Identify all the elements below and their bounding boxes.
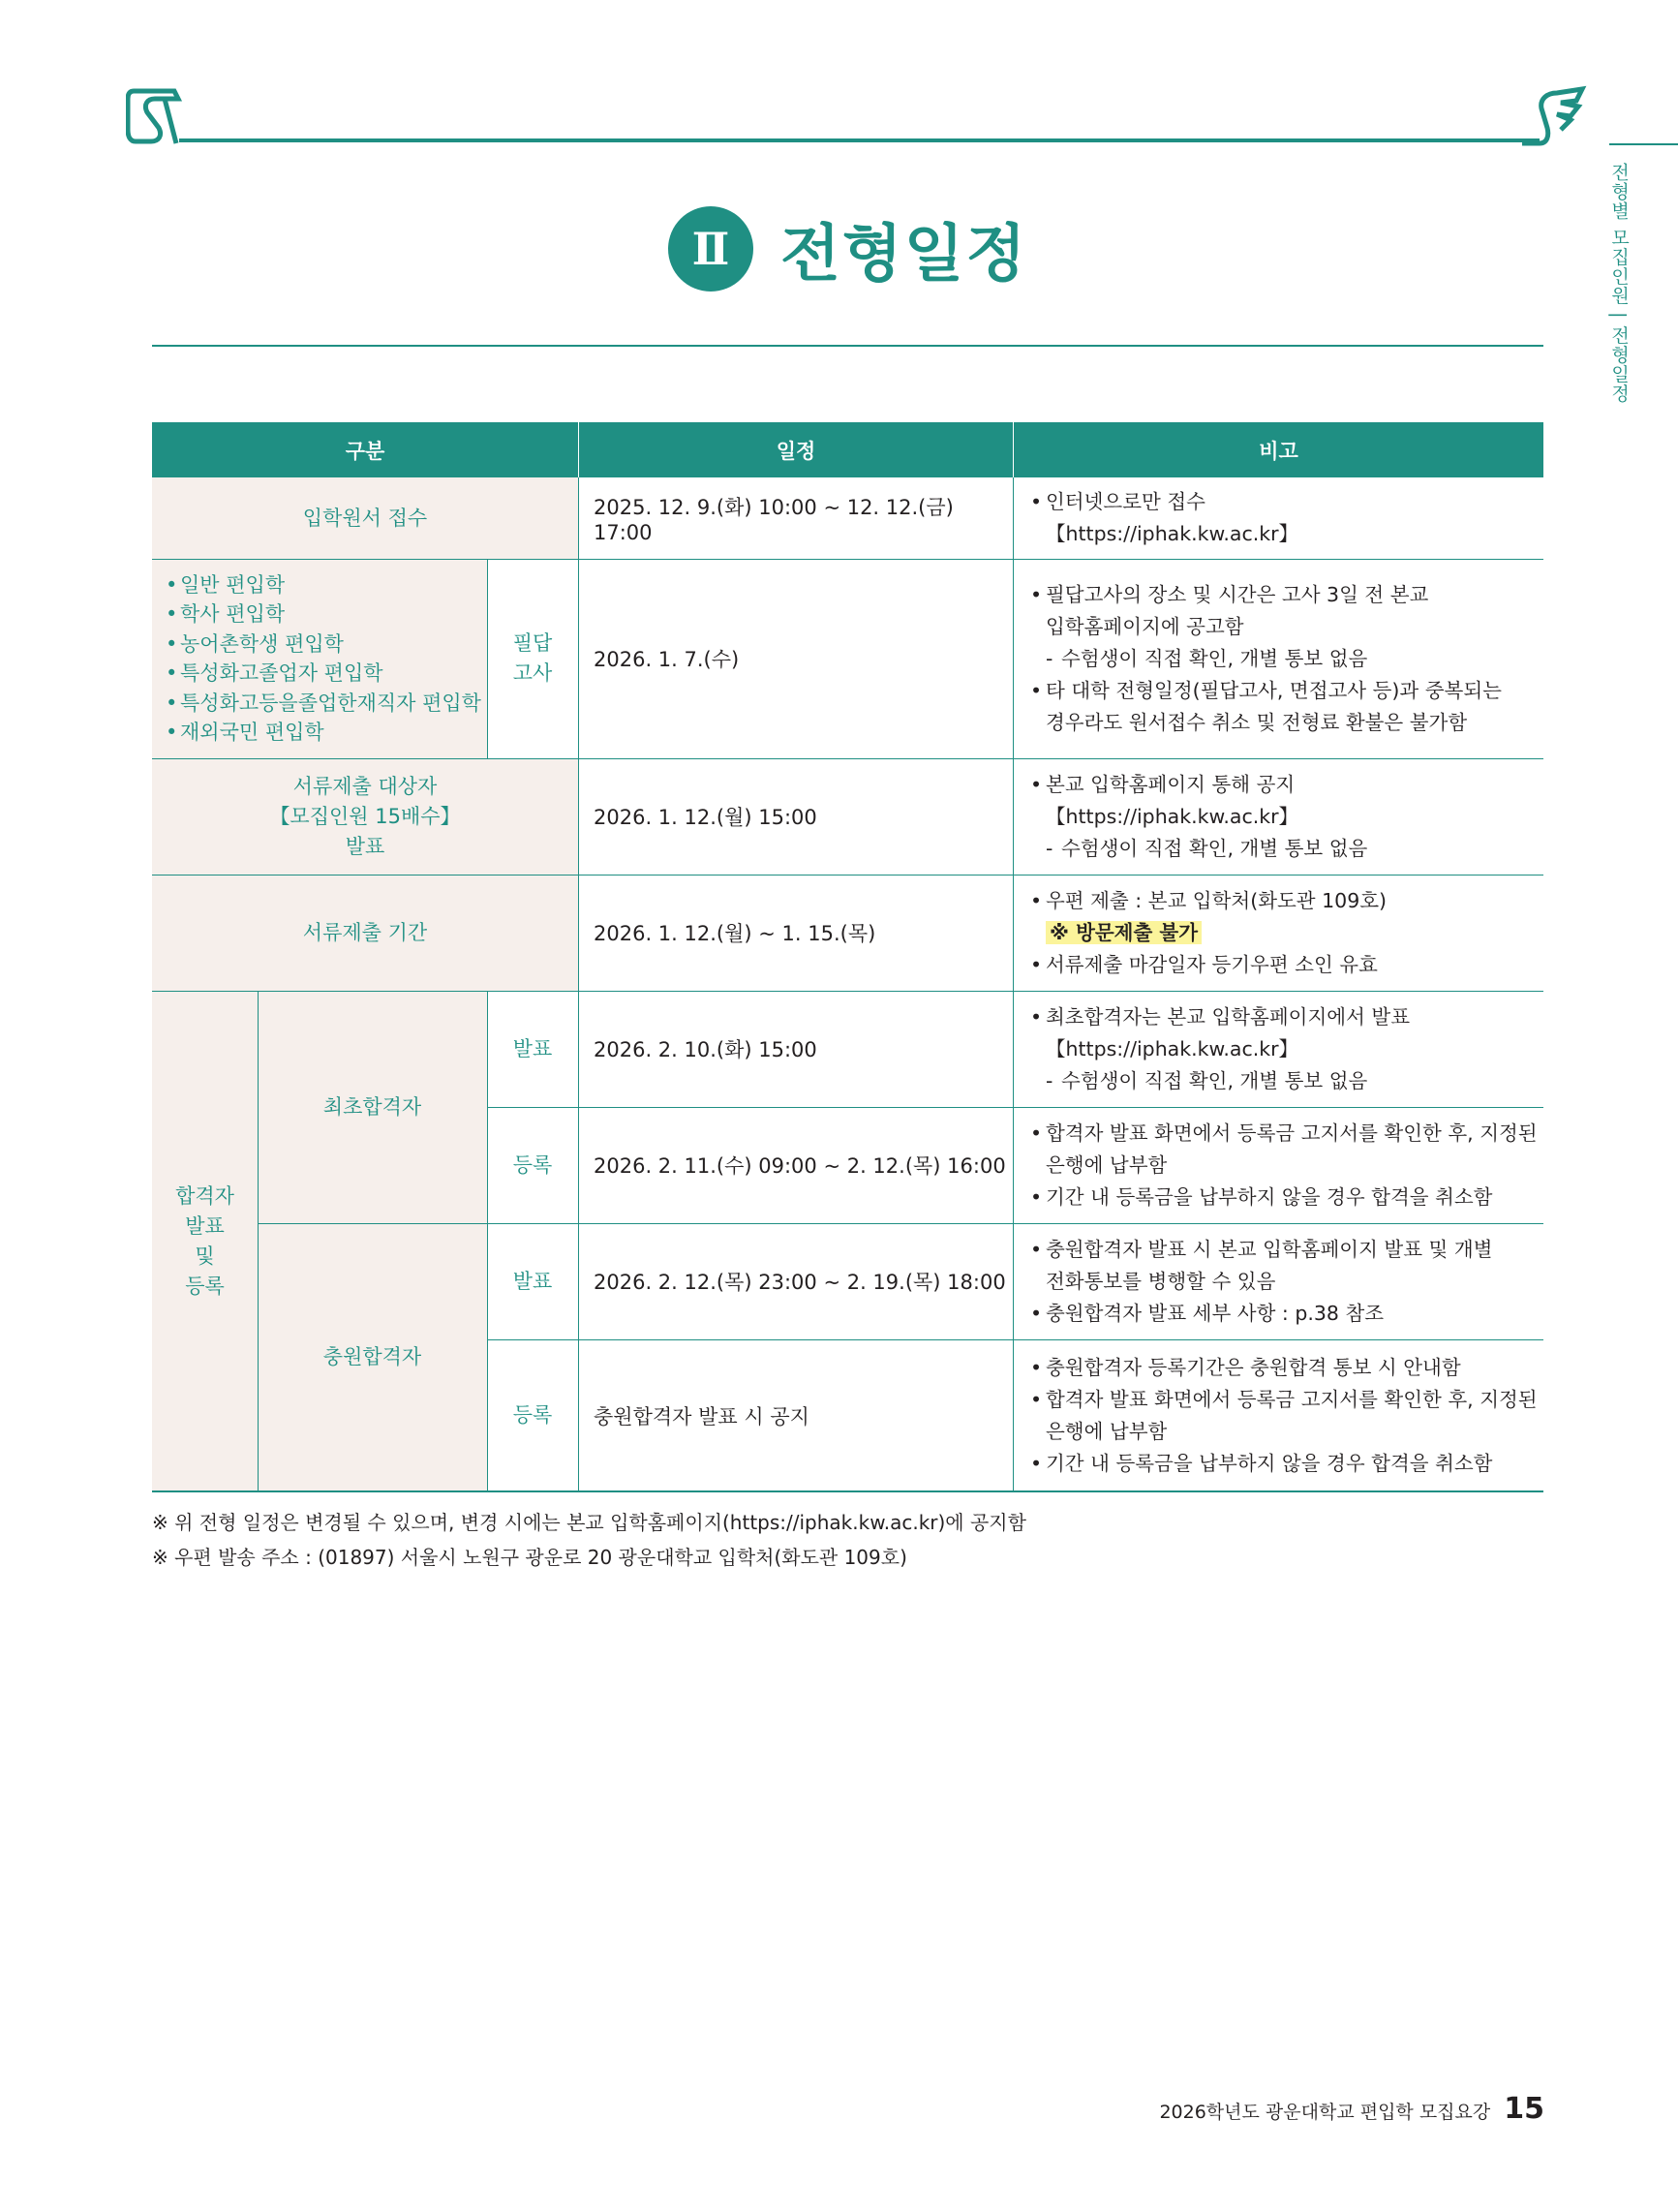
notes-waitlist-register: • 충원합격자 등록기간은 충원합격 통보 시 안내함 • 합격자 발표 화면에서 등록금 고지서를 확인한 후, 지정된 은행에 납부함 • 기간 내 등록금을 납부하지 않을 경우 합격을 취소함	[1013, 1339, 1543, 1491]
label-first-pass: 최초합격자	[258, 991, 487, 1223]
section-number-badge: Ⅱ	[668, 206, 753, 292]
table-bottom-rule	[152, 1490, 1543, 1492]
footnote-mail-address: ※ 우편 발송 주소 : (01897) 서울시 노원구 광운로 20 광운대학교 입학처(화도관 109호)	[152, 1546, 907, 1569]
side-tab-rule	[1609, 143, 1678, 145]
sub-first-register: 등록	[512, 1152, 553, 1177]
side-tab-label: 전형별 모집인원 | 전형일정	[1608, 163, 1630, 404]
track-item: • 특성화고졸업자 편입학	[166, 659, 481, 689]
note-line: • 인터넷으로만 접수	[1030, 486, 1298, 518]
note-line: 【https://iphak.kw.ac.kr】	[1046, 522, 1299, 545]
label-doc-period: 서류제출 기간	[152, 875, 578, 991]
col-divider	[487, 559, 488, 758]
header-schedule: 일정	[578, 422, 1013, 477]
notes-application	[1013, 477, 1543, 559]
footer-label: 2026학년도 광운대학교 편입학 모집요강	[1159, 2102, 1491, 2123]
schedule-exam: 2026. 1. 7.(수)	[594, 648, 740, 671]
row-divider	[487, 1107, 1543, 1108]
exam-track-list	[152, 559, 487, 758]
header-category: 구분	[152, 422, 578, 477]
row-divider	[152, 758, 1543, 759]
title-rule	[152, 345, 1543, 347]
track-item: • 특성화고등을졸업한재직자 편입학	[166, 689, 481, 719]
sub-first-announce: 발표	[512, 1036, 553, 1060]
schedule-first-register: 2026. 2. 11.(수) 09:00 ~ 2. 12.(목) 16:00	[594, 1154, 1006, 1178]
label-waitlist: 충원합격자	[258, 1223, 487, 1491]
no-visit-highlight: ※ 방문제출 불가	[1046, 921, 1202, 944]
page-footer	[1159, 2092, 1544, 2126]
row-divider	[258, 1223, 1543, 1224]
schedule-application: 2025. 12. 9.(화) 10:00 ~ 12. 12.(금) 17:00	[594, 496, 954, 544]
notes-exam: • 필답고사의 장소 및 시간은 고사 3일 전 본교 입학홈페이지에 공고함 - 수험생이 직접 확인, 개별 통보 없음 • 타 대학 전형일정(필답고사, 면접고사 등)과 중복되는 경우라도 원서접수 취소 및 전형료 환불은 불가함	[1013, 559, 1543, 758]
schedule-doc-period: 2026. 1. 12.(월) ~ 1. 15.(목)	[594, 922, 876, 945]
page-number: 15	[1504, 2092, 1544, 2126]
schedule-doc-announce: 2026. 1. 12.(월) 15:00	[594, 806, 817, 829]
label-doc-announce: 서류제출 대상자 【모집인원 15배수】 발표	[152, 758, 578, 875]
col-divider	[1013, 477, 1014, 1491]
schedule-waitlist-register: 충원합격자 발표 시 공지	[594, 1404, 809, 1429]
sub-waitlist-announce: 발표	[512, 1269, 553, 1293]
track-item: • 학사 편입학	[166, 599, 481, 630]
sub-waitlist-register: 등록	[512, 1403, 553, 1427]
section-heading	[668, 205, 1027, 292]
header-right-ornament	[1518, 85, 1588, 147]
schedule-table	[152, 422, 1543, 1491]
track-item: • 농어촌학생 편입학	[166, 630, 481, 660]
col-divider	[487, 991, 488, 1491]
notes-first-announce: • 최초합격자는 본교 입학홈페이지에서 발표 【https://iphak.kw.ac.kr】 - 수험생이 직접 확인, 개별 통보 없음	[1013, 991, 1543, 1107]
col-divider	[578, 477, 579, 1491]
row-divider	[487, 1339, 1543, 1340]
header-notes: 비고	[1013, 422, 1543, 477]
notes-doc-period: • 우편 제출 : 본교 입학처(화도관 109호) ※ 방문제출 불가 • 서류제출 마감일자 등기우편 소인 유효	[1013, 875, 1543, 991]
label-result-group: 합격자 발표 및 등록	[152, 991, 258, 1491]
schedule-first-announce: 2026. 2. 10.(화) 15:00	[594, 1038, 817, 1061]
notes-first-register: • 합격자 발표 화면에서 등록금 고지서를 확인한 후, 지정된 은행에 납부함 • 기간 내 등록금을 납부하지 않을 경우 합격을 취소함	[1013, 1107, 1543, 1223]
track-item: • 일반 편입학	[166, 570, 481, 600]
row-divider	[152, 991, 1543, 992]
notes-doc-announce: • 본교 입학홈페이지 통해 공지 【https://iphak.kw.ac.kr】 - 수험생이 직접 확인, 개별 통보 없음	[1013, 758, 1543, 875]
track-item: • 재외국민 편입학	[166, 718, 481, 748]
schedule-waitlist-announce: 2026. 2. 12.(목) 23:00 ~ 2. 19.(목) 18:00	[594, 1271, 1006, 1294]
col-divider	[258, 991, 259, 1491]
row-divider	[152, 559, 1543, 560]
footnote-schedule-change: ※ 위 전형 일정은 변경될 수 있으며, 변경 시에는 본교 입학홈페이지(https://iphak.kw.ac.kr)에 공지함	[152, 1511, 1026, 1534]
header-rule	[179, 138, 1540, 142]
sub-label-exam: 필답 고사	[512, 631, 553, 685]
notes-waitlist-announce: • 충원합격자 발표 시 본교 입학홈페이지 발표 및 개별 전화통보를 병행할 수 있음 • 충원합격자 발표 세부 사항 : p.38 참조	[1013, 1223, 1543, 1339]
row-divider	[152, 875, 1543, 876]
label-application: 입학원서 접수	[152, 477, 578, 559]
section-title: 전형일정	[780, 219, 1028, 291]
